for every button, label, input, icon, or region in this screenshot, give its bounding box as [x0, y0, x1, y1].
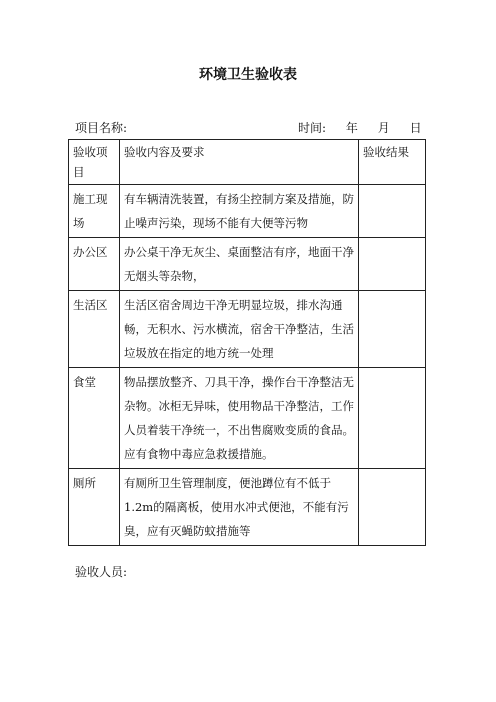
- row-result: [359, 185, 426, 238]
- project-name-label: 项目名称:: [75, 121, 128, 135]
- row-content: 办公桌干净无灰尘、桌面整洁有序，地面干净无烟头等杂物，: [120, 238, 359, 291]
- time-label: 时间:: [298, 121, 327, 135]
- row-content: 物品摆放整齐、刀具干净，操作台干净整洁无杂物。冰柜无异味，使用物品干净整洁，工作人员着装干净统一，不出售腐败变质的食品。应有食物中毒应急救援措施。: [120, 368, 359, 469]
- table-row: [69, 185, 426, 238]
- table-header-row: [69, 140, 426, 185]
- row-item: 办公区: [69, 238, 120, 291]
- table-row: [69, 238, 426, 291]
- header-item: 验收项目: [69, 140, 120, 185]
- header-result: 验收结果: [359, 140, 426, 185]
- row-result: [359, 238, 426, 291]
- year-label: 年: [345, 121, 358, 135]
- row-content: 有厕所卫生管理制度，便池蹲位有不低于1.2m的隔离板，使用水冲式便池，不能有污臭，应有灭蝇防蚊措施等: [120, 469, 359, 546]
- row-result: [359, 368, 426, 469]
- row-item: 食堂: [69, 368, 120, 469]
- row-item: 生活区: [69, 291, 120, 368]
- row-item: 厕所: [69, 469, 120, 546]
- table-row: [69, 469, 426, 546]
- inspection-table: [68, 139, 426, 546]
- row-result: [359, 291, 426, 368]
- month-label: 月: [377, 121, 390, 135]
- table-row: [69, 291, 426, 368]
- header-content: 验收内容及要求: [120, 140, 359, 185]
- inspector-label: 验收人员:: [75, 565, 128, 579]
- row-content: 有车辆清洗装置，有扬尘控制方案及措施，防止噪声污染，现场不能有大便等污物: [120, 185, 359, 238]
- date-line: [298, 119, 438, 136]
- row-item: 施工现场: [69, 185, 120, 238]
- row-content: 生活区宿舍周边干净无明显垃圾，排水沟通畅，无积水、污水横流，宿舍干净整洁，生活垃圾放在指定的地方统一处理: [120, 291, 359, 368]
- document-title: 环境卫生验收表: [199, 67, 297, 83]
- row-result: [359, 469, 426, 546]
- day-label: 日: [409, 121, 422, 135]
- table-row: [69, 368, 426, 469]
